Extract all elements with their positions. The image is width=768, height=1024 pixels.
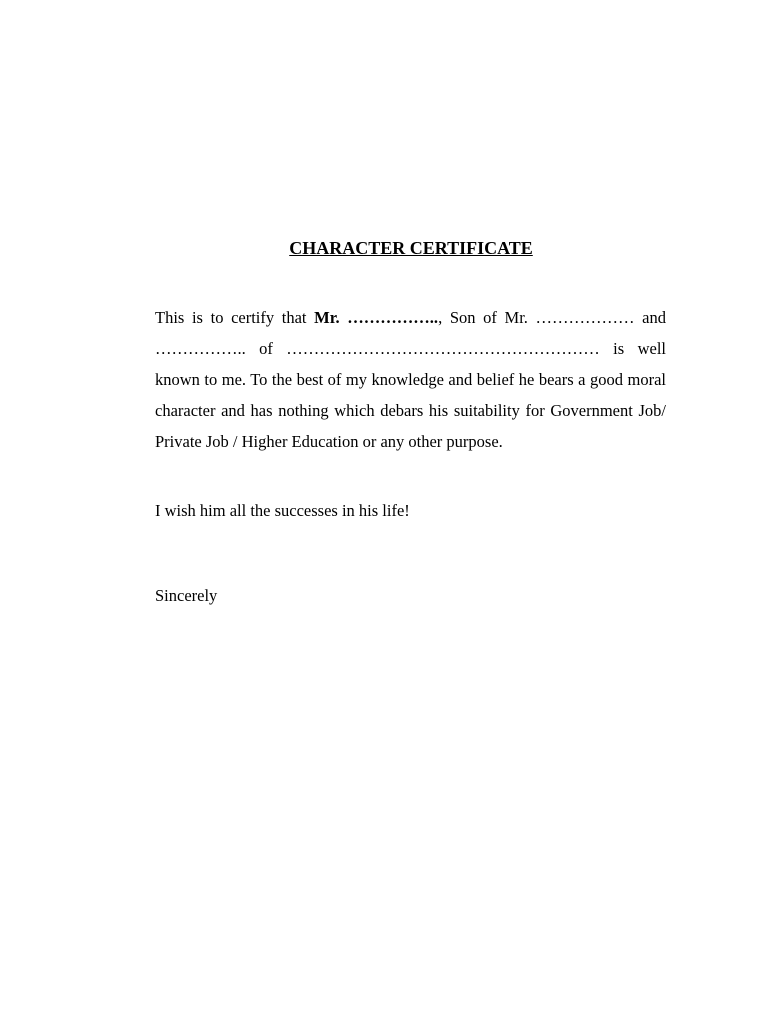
- certification-intro: This is to certify that: [155, 308, 315, 327]
- certification-paragraph: [155, 302, 666, 457]
- certificate-title: CHARACTER CERTIFICATE: [289, 238, 533, 258]
- closing-line: Sincerely: [155, 586, 218, 605]
- wishes-paragraph: I wish him all the successes in his life!: [155, 501, 410, 520]
- name-placeholder: Mr. ……………..: [314, 308, 439, 327]
- certification-text: , Son of Mr. ……………… and …………….. of ………………………………………………… is well known to me. To the best of my knowledge and belief he bears a good moral character and has nothing which debars his suitability for Government Job/ Private Job / Higher Education or any other purpose.: [155, 308, 666, 451]
